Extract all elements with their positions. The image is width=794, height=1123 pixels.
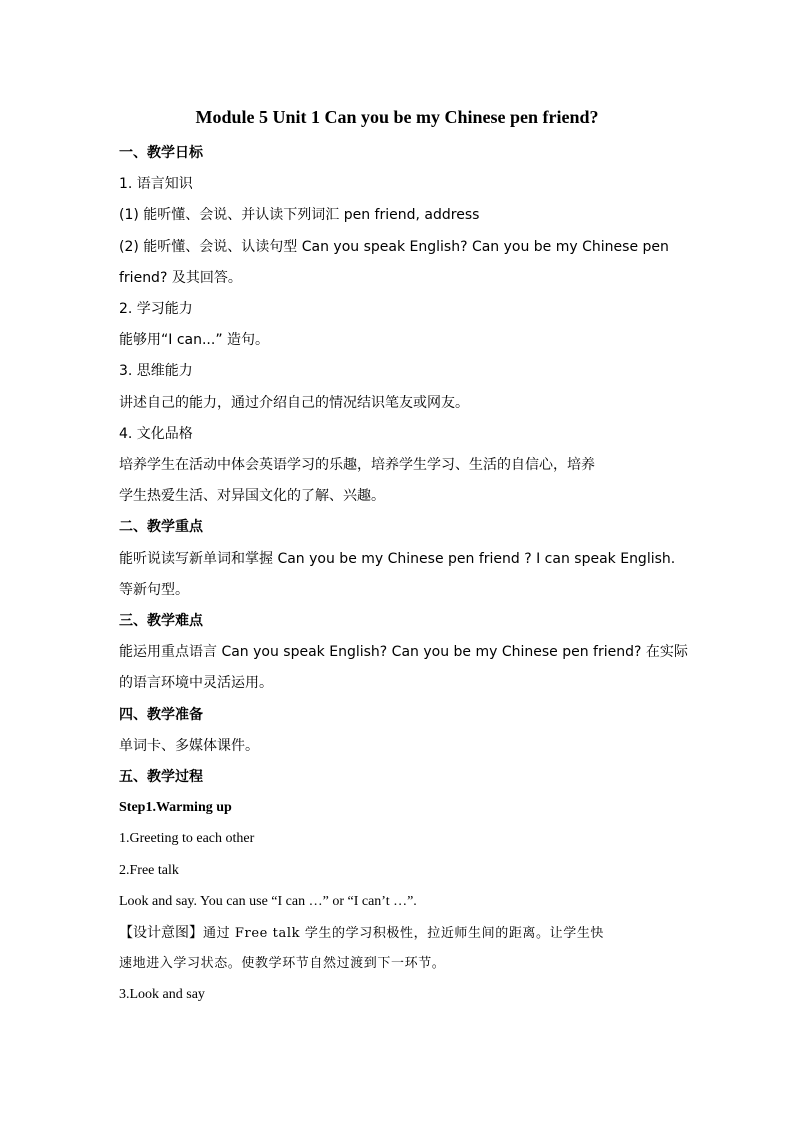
subheading-language-knowledge: 1. 语言知识 (119, 176, 193, 192)
process-item-2: 2.Free talk (119, 863, 179, 878)
design-intent-label: 【设计意图】 (119, 925, 203, 941)
section-heading-process: 五、教学过程 (119, 769, 203, 785)
design-intent-line-1 (119, 923, 689, 944)
key-points-text-line-1: 能听说读写新单词和掌握 Can you be my Chinese pen friend ? I can speak English. (119, 551, 676, 567)
process-item-1: 1.Greeting to each other (119, 831, 255, 846)
difficulties-text-line-1: 能运用重点语言 Can you speak English? Can you be my Chinese pen friend? 在实际 (119, 644, 688, 660)
subheading-learning-ability: 2. 学习能力 (119, 301, 193, 317)
subheading-thinking-ability: 3. 思维能力 (119, 363, 193, 379)
look-and-say-instruction: Look and say. You can use “I can …” or “I can’t …”. (119, 894, 417, 909)
document-title: Module 5 Unit 1 Can you be my Chinese pen friend? (195, 107, 599, 127)
subheading-cultural-character: 4. 文化品格 (119, 426, 193, 442)
design-intent-text-line-2: 速地进入学习状态。使教学环节自然过渡到下一环节。 (119, 956, 446, 971)
knowledge-item-1: (1) 能听懂、会说、并认读下列词汇 pen friend, address (119, 207, 480, 223)
difficulties-text-line-2: 的语言环境中灵活运用。 (119, 675, 273, 691)
section-heading-objectives: 一、教学日标 (119, 145, 203, 161)
cultural-character-text-line-1: 培养学生在活动中体会英语学习的乐趣，培养学生学习、生活的自信心，培养 (119, 457, 595, 473)
section-heading-key-points: 二、教学重点 (119, 519, 203, 535)
learning-ability-text: 能够用“I can...” 造句。 (119, 332, 270, 348)
process-item-3: 3.Look and say (119, 987, 205, 1002)
section-heading-preparation: 四、教学准备 (119, 707, 203, 723)
knowledge-item-2-line-1: (2) 能听懂、会说、认读句型 Can you speak English? Can you be my Chinese pen (119, 239, 669, 255)
thinking-ability-text: 讲述自己的能力，通过介绍自己的情况结识笔友或网友。 (119, 395, 469, 411)
knowledge-item-2-line-2: friend? 及其回答。 (119, 270, 242, 286)
cultural-character-text-line-2: 学生热爱生活、对异国文化的了解、兴趣。 (119, 488, 385, 504)
key-points-text-line-2: 等新句型。 (119, 582, 189, 598)
step-1-heading: Step1.Warming up (119, 800, 232, 815)
preparation-text: 单词卡、多媒体课件。 (119, 738, 259, 754)
design-intent-text-line-1: 通过 Free talk 学生的学习积极性，拉近师生间的距离。让学生快 (203, 926, 605, 941)
section-heading-difficulties: 三、教学难点 (119, 613, 203, 629)
